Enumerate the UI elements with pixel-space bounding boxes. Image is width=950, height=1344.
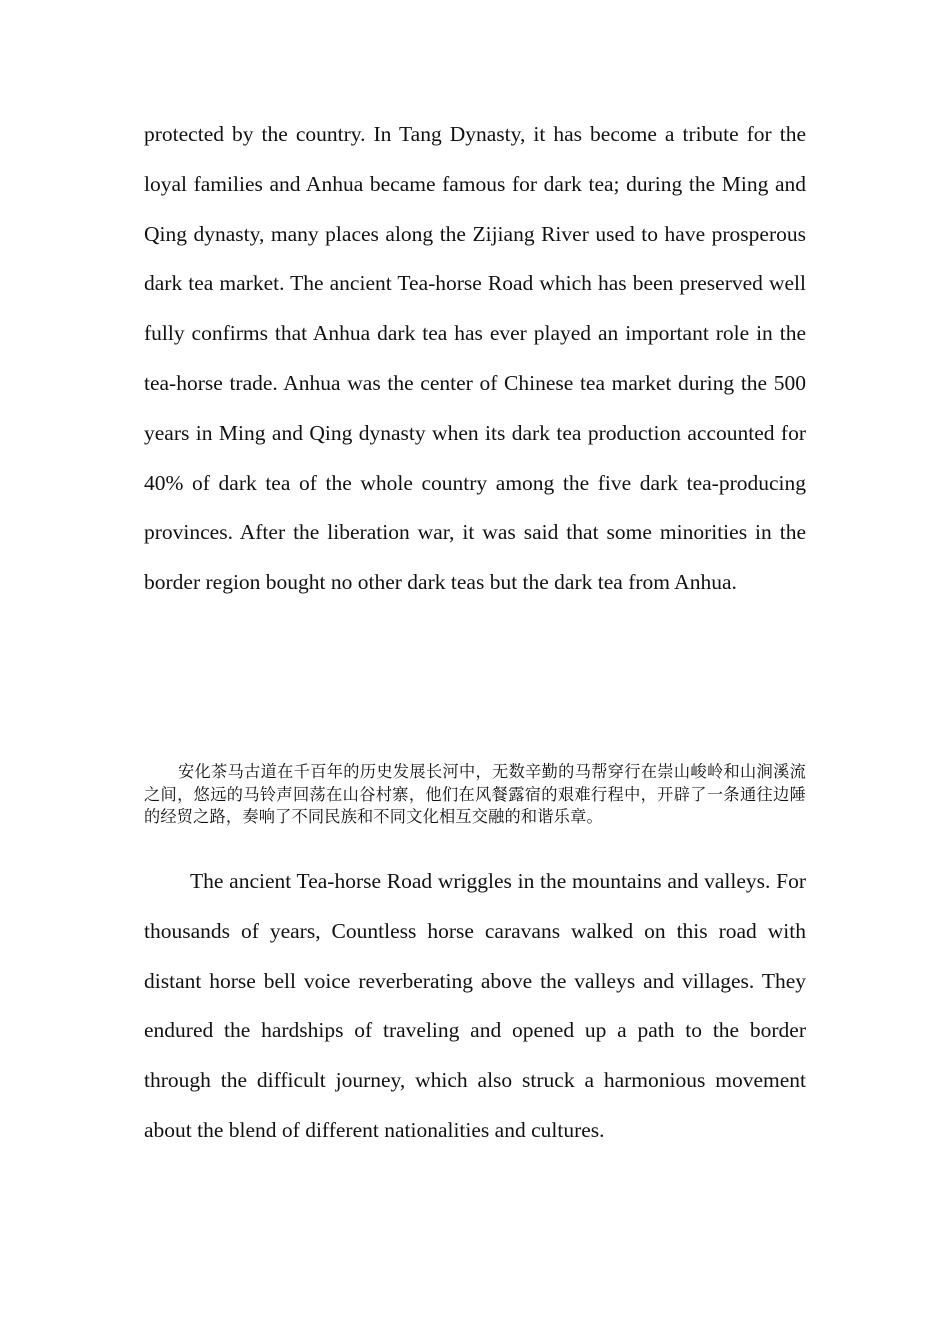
english-paragraph-continued: protected by the country. In Tang Dynasty, it has become a tribute for the loyal families and Anhua became famous for dark tea; during the Ming and Qing dynasty, many places along the Zijiang River used to have prosperous dark tea market. The ancient Tea-horse Road which has been preserved well fully confirms that Anhua dark tea has ever played an important role in the tea-horse trade. Anhua was the center of Chinese tea market during the 500 years in Ming and Qing dynasty when its dark tea production accounted for 40% of dark tea of the whole country among the five dark tea-producing provinces. After the liberation war, it was said that some minorities in the border region bought no other dark teas but the dark tea from Anhua. — [144, 122, 806, 595]
english-paragraph-translation: The ancient Tea-horse Road wriggles in the mountains and valleys. For thousands of years, Countless horse caravans walked on this road with distant horse bell voice reverberating above the valleys and villages. They endured the hardships of traveling and opened up a path to the border through the difficult journey, which also struck a harmonious movement about the blend of different nationalities and cultures. — [144, 869, 806, 1142]
chinese-paragraph: 安化茶马古道在千百年的历史发展长河中，无数辛勤的马帮穿行在崇山峻岭和山涧溪流之间，悠远的马铃声回荡在山谷村寨，他们在风餐露宿的艰难行程中，开辟了一条通往边陲的经贸之路，奏响了不同民族和不同文化相互交融的和谐乐章。 — [144, 762, 806, 827]
